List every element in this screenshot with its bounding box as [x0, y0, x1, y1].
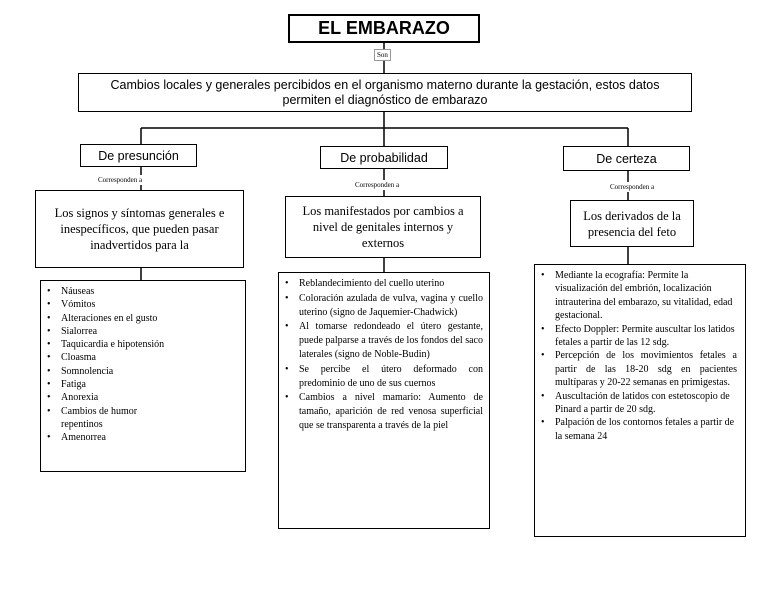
list-item: • Se percibe el útero deformado con predominio de uno de sus cuernos: [285, 363, 483, 391]
list-item: • Reblandecimiento del cuello uterino: [285, 277, 483, 291]
branch-presuncion-box: [80, 144, 197, 167]
list-item: • Percepción de los movimientos fetales a partir de las 18-20 sdg en pacientes multíparas y 20-22 semanas en primigestas.: [541, 349, 737, 389]
description-certeza-text: Los derivados de la presencia del feto: [583, 208, 681, 239]
list-item: • Efecto Doppler: Permite auscultar los latidos fetales a partir de las 12 sdg.: [541, 323, 737, 350]
link-label-son: Son: [374, 49, 391, 61]
branch-certeza-label: De certeza: [596, 151, 657, 166]
title-box: [288, 14, 480, 43]
branch-probabilidad-box: [320, 146, 448, 169]
items-presuncion-box: [40, 280, 246, 472]
link-label-presuncion: Corresponden a: [98, 176, 143, 184]
items-presuncion-list: [47, 285, 239, 445]
items-probabilidad-list: [285, 277, 483, 433]
page-title: EL EMBARAZO: [318, 18, 450, 38]
description-probabilidad-box: [285, 196, 481, 258]
list-item: • Fatiga: [47, 378, 239, 391]
link-label-certeza: Corresponden a: [610, 183, 655, 191]
branch-probabilidad-label: De probabilidad: [340, 150, 428, 165]
branch-certeza-box: [563, 146, 690, 171]
list-item: • Mediante la ecografía: Permite la visualización del embrión, localización intrauterina del embarazo, su vitalidad, edad gestacional.: [541, 269, 737, 323]
link-label-probabilidad: Corresponden a: [355, 181, 400, 189]
definition-box: [78, 73, 692, 112]
description-presuncion-box: [35, 190, 244, 268]
description-probabilidad-text: Los manifestados por cambios a nivel de genitales internos y externos: [302, 204, 464, 250]
list-item: • Alteraciones en el gusto: [47, 312, 239, 325]
list-item: • Auscultación de latidos con estetoscopio de Pinard a partir de 20 sdg.: [541, 390, 737, 417]
branch-presuncion-label: De presunción: [98, 148, 179, 163]
items-certeza-box: [534, 264, 746, 537]
list-item: • Palpación de los contornos fetales a partir de la semana 24: [541, 416, 737, 443]
list-item: • Náuseas: [47, 285, 239, 298]
list-item: • Al tomarse redondeado el útero gestante, puede palparse a través de los fondos del saco laterales (signo de Noble-Budin): [285, 320, 483, 361]
items-probabilidad-box: [278, 272, 490, 529]
list-item: • Somnolencia: [47, 365, 239, 378]
list-item: • Anorexia: [47, 391, 239, 404]
description-certeza-box: [570, 200, 694, 247]
list-item: • Amenorrea: [47, 431, 239, 444]
list-item: • Cambios a nivel mamario: Aumento de tamaño, aparición de red venosa superficial que se transparenta a través de la piel: [285, 391, 483, 432]
list-item: • Sialorrea: [47, 325, 239, 338]
definition-text: Cambios locales y generales percibidos en el organismo materno durante la gestación, estos datos permiten el diagnóstico de embarazo: [110, 77, 660, 107]
list-item: • Cambios de humor repentinos: [47, 405, 239, 432]
list-item: • Taquicardia e hipotensión: [47, 338, 239, 351]
list-item: • Cloasma: [47, 351, 239, 364]
list-item: • Vómitos: [47, 298, 239, 311]
items-certeza-list: [541, 269, 737, 443]
list-item: • Coloración azulada de vulva, vagina y cuello uterino (signo de Jaquemier-Chadwick): [285, 292, 483, 320]
description-presuncion-text: Los signos y síntomas generales e inespecíficos, que pueden pasar inadvertidos para la: [54, 206, 225, 252]
